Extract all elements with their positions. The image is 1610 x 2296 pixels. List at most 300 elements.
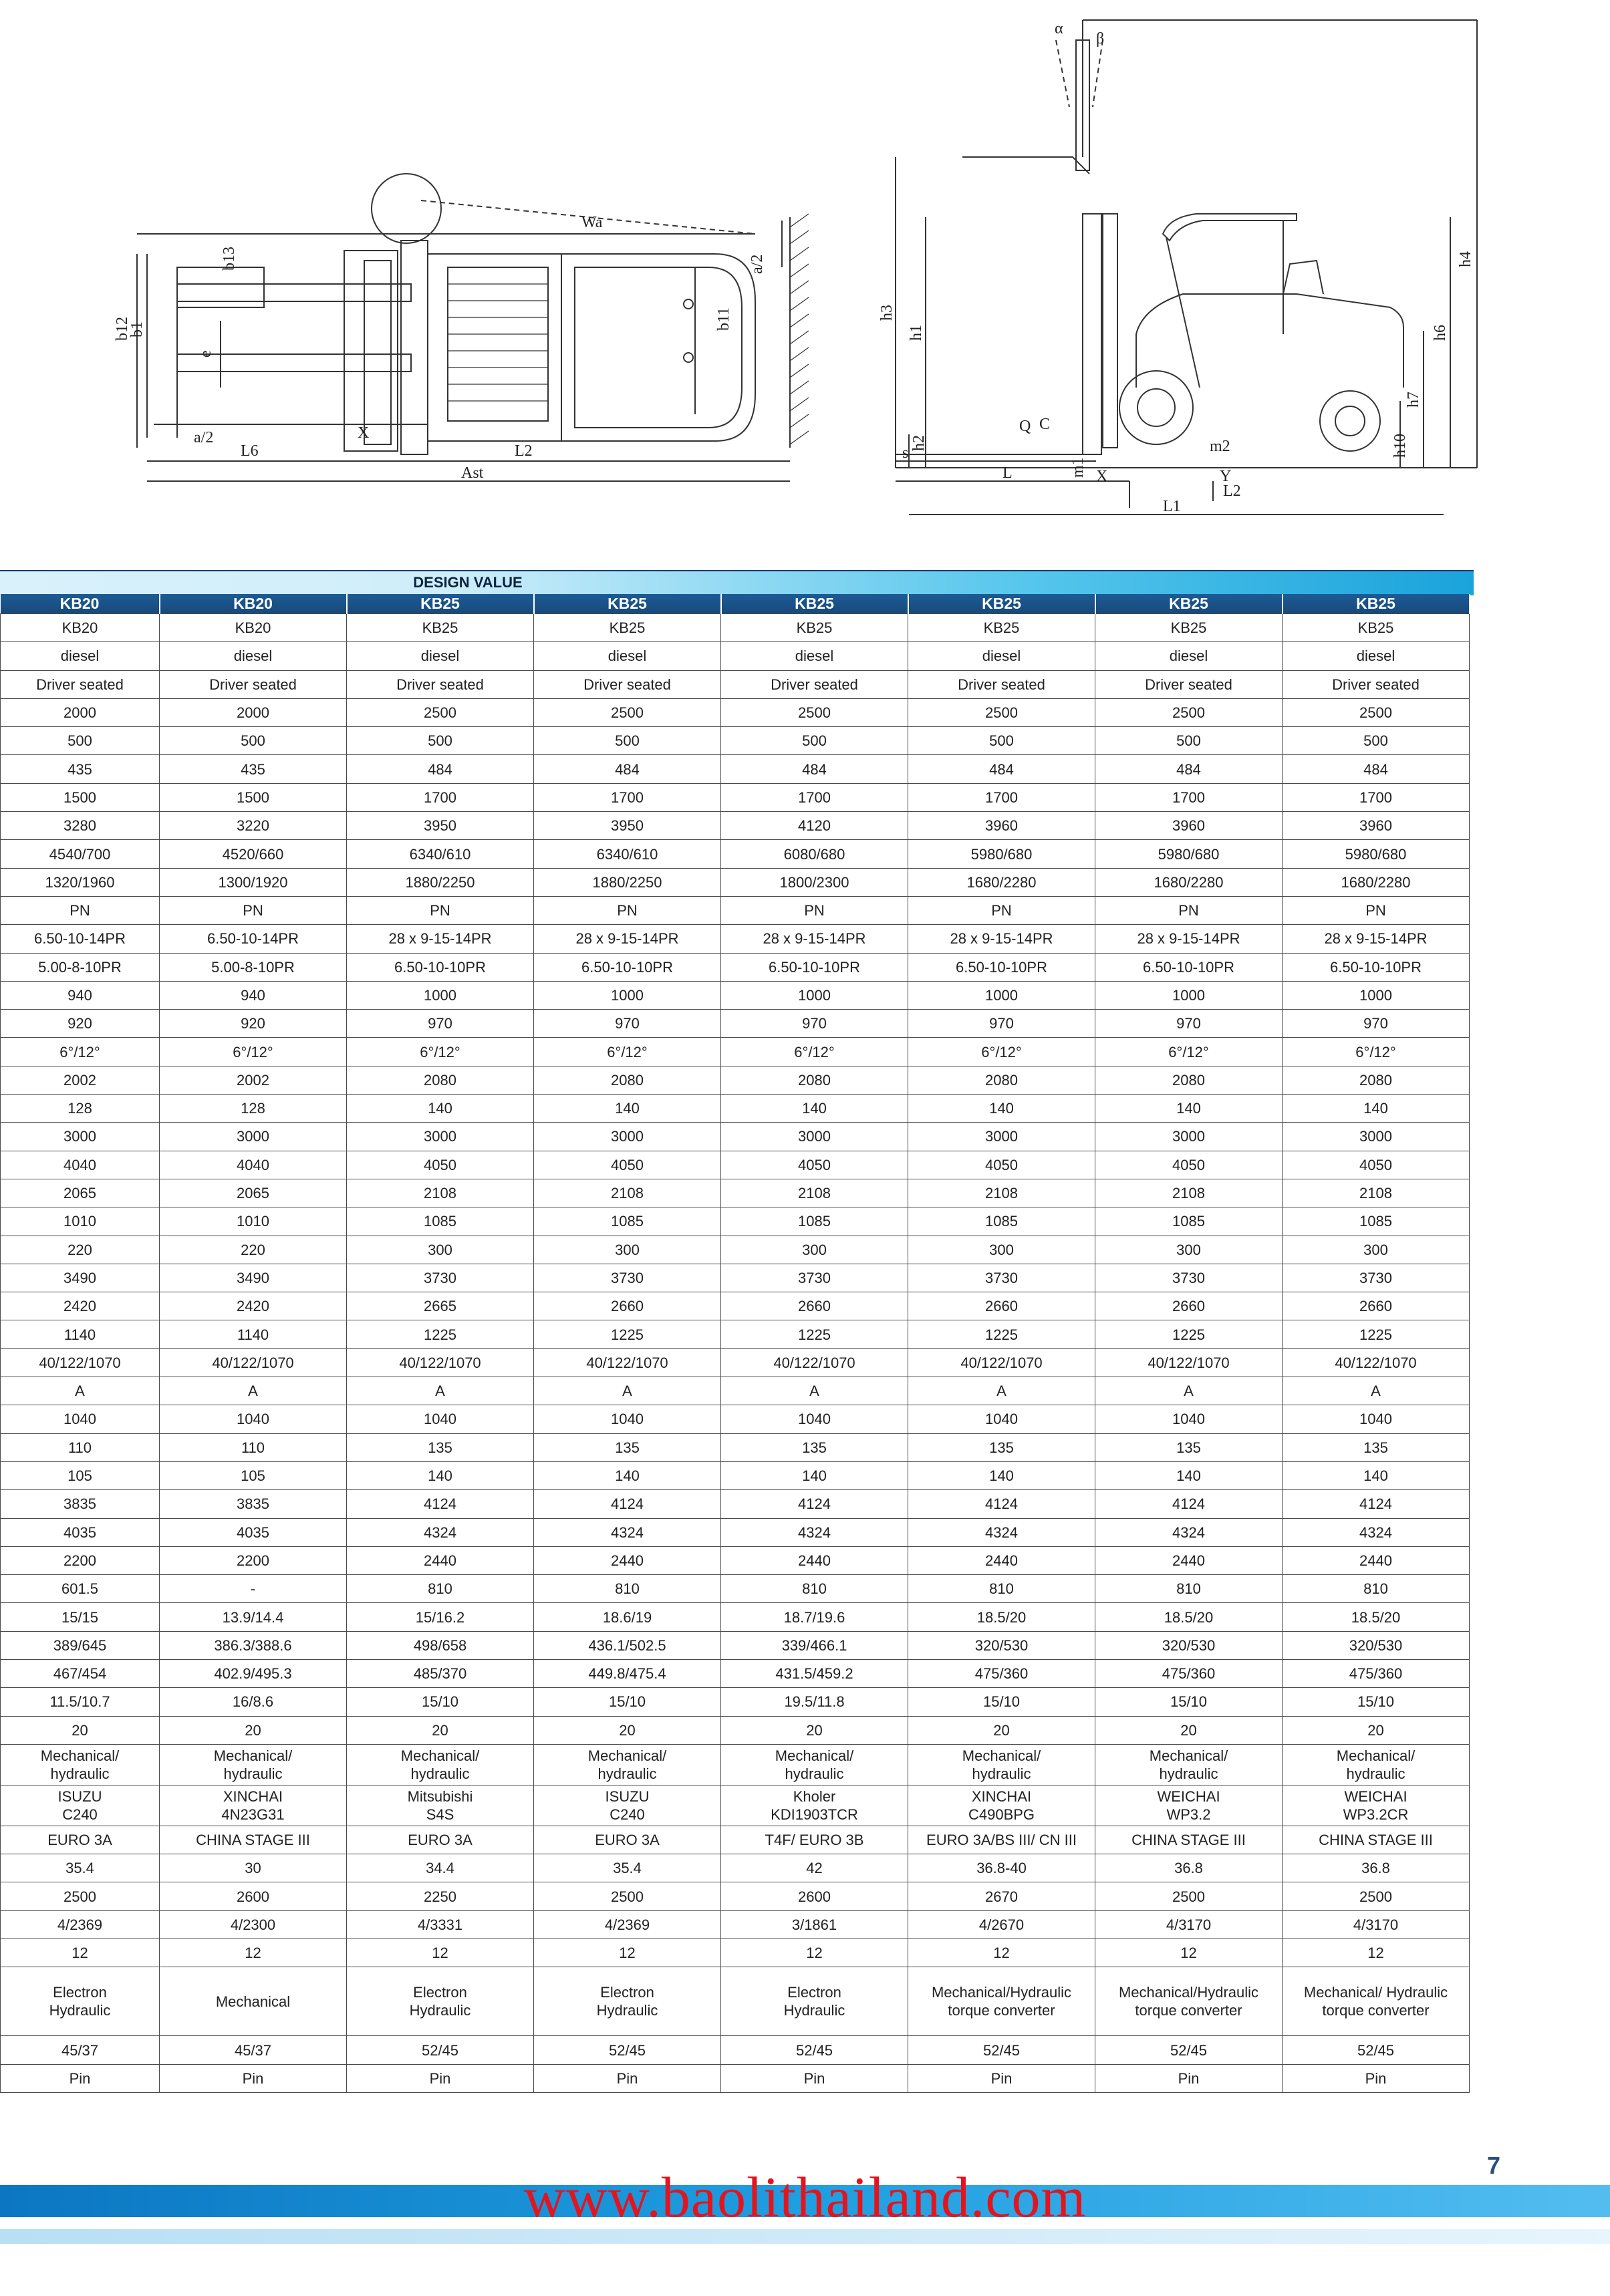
table-cell: 6340/610 bbox=[347, 840, 534, 868]
table-cell: 128 bbox=[160, 1095, 347, 1123]
table-cell: 110 bbox=[160, 1433, 347, 1461]
table-cell: 15/10 bbox=[1095, 1688, 1283, 1716]
table-cell: 140 bbox=[534, 1461, 721, 1489]
table-cell: 1085 bbox=[908, 1207, 1095, 1236]
table-cell: A bbox=[1283, 1377, 1470, 1405]
table-cell: KB25 bbox=[347, 614, 534, 642]
table-cell: 1680/2280 bbox=[1283, 868, 1470, 896]
table-cell: 135 bbox=[721, 1433, 908, 1461]
table-row bbox=[1, 868, 1470, 896]
table-cell: 4124 bbox=[534, 1490, 721, 1518]
table-cell: 1700 bbox=[534, 783, 721, 811]
table-cell: 1040 bbox=[1283, 1405, 1470, 1433]
table-cell: Driver seated bbox=[1283, 670, 1470, 698]
table-cell: 2440 bbox=[1283, 1546, 1470, 1574]
table-row bbox=[1, 1095, 1470, 1123]
table-cell: 140 bbox=[534, 1095, 721, 1123]
table-cell: Electron Hydraulic bbox=[1, 1967, 160, 2036]
table-cell: 30 bbox=[160, 1854, 347, 1882]
table-cell: 2002 bbox=[160, 1066, 347, 1094]
table-row bbox=[1, 1038, 1470, 1066]
table-cell: KB25 bbox=[534, 614, 721, 642]
table-cell: A bbox=[534, 1377, 721, 1405]
dim-label-s: s bbox=[902, 444, 909, 462]
table-cell: 500 bbox=[1, 727, 160, 755]
table-row bbox=[1, 1405, 1470, 1433]
table-cell: Mechanical/ hydraulic bbox=[1095, 1744, 1283, 1785]
table-cell: PN bbox=[721, 896, 908, 924]
table-cell: A bbox=[160, 1377, 347, 1405]
table-cell: 6080/680 bbox=[721, 840, 908, 868]
dim-label-l6: L6 bbox=[241, 442, 259, 460]
table-cell: KB25 bbox=[1283, 614, 1470, 642]
table-cell: 475/360 bbox=[1095, 1659, 1283, 1687]
table-cell: 4/2670 bbox=[908, 1910, 1095, 1939]
table-cell: 2000 bbox=[160, 698, 347, 726]
table-row bbox=[1, 1433, 1470, 1461]
table-cell: 6°/12° bbox=[534, 1038, 721, 1066]
table-cell: 140 bbox=[721, 1095, 908, 1123]
table-cell: 920 bbox=[1, 1010, 160, 1038]
table-cell: 3960 bbox=[908, 812, 1095, 840]
forklift-side-view-drawing bbox=[878, 13, 1484, 528]
header-cell: KB20 bbox=[1, 594, 160, 614]
table-cell: 4124 bbox=[721, 1490, 908, 1518]
table-cell: 4040 bbox=[160, 1151, 347, 1179]
table-cell: 16/8.6 bbox=[160, 1688, 347, 1716]
table-cell: 4/2369 bbox=[1, 1910, 160, 1939]
table-cell: 3000 bbox=[1, 1123, 160, 1151]
table-cell: 1225 bbox=[347, 1320, 534, 1348]
table-cell: 1700 bbox=[1095, 783, 1283, 811]
table-row bbox=[1, 1659, 1470, 1687]
table-cell: Mechanical bbox=[160, 1967, 347, 2036]
table-cell: PN bbox=[1283, 896, 1470, 924]
table-row bbox=[1, 783, 1470, 811]
table-cell: 2500 bbox=[1283, 698, 1470, 726]
table-cell: Mitsubishi S4S bbox=[347, 1785, 534, 1826]
table-cell: 105 bbox=[1, 1461, 160, 1489]
table-cell: 920 bbox=[160, 1010, 347, 1038]
table-cell: 3730 bbox=[908, 1264, 1095, 1292]
table-cell: 2500 bbox=[534, 698, 721, 726]
table-cell: 40/122/1070 bbox=[1, 1348, 160, 1377]
table-cell: 52/45 bbox=[534, 2036, 721, 2064]
table-cell: KB25 bbox=[721, 614, 908, 642]
table-row bbox=[1, 2064, 1470, 2092]
table-row bbox=[1, 1575, 1470, 1603]
table-cell: 2660 bbox=[534, 1292, 721, 1320]
table-row bbox=[1, 670, 1470, 698]
table-cell: 2108 bbox=[908, 1179, 1095, 1207]
table-cell: 12 bbox=[721, 1939, 908, 1967]
table-cell: Mechanical/ hydraulic bbox=[534, 1744, 721, 1785]
table-cell: 2080 bbox=[721, 1066, 908, 1094]
table-row bbox=[1, 614, 1470, 642]
table-cell: Mechanical/ hydraulic bbox=[908, 1744, 1095, 1785]
table-cell: 484 bbox=[721, 755, 908, 783]
table-cell: 2200 bbox=[160, 1546, 347, 1574]
table-cell: PN bbox=[347, 896, 534, 924]
table-cell: 13.9/14.4 bbox=[160, 1603, 347, 1631]
table-cell: 2500 bbox=[1095, 698, 1283, 726]
table-cell: 498/658 bbox=[347, 1631, 534, 1659]
dim-label-c: C bbox=[1039, 416, 1051, 433]
table-cell: 2250 bbox=[347, 1882, 534, 1910]
table-cell: 3000 bbox=[160, 1123, 347, 1151]
table-cell: diesel bbox=[1283, 642, 1470, 670]
dim-label-h2: h2 bbox=[910, 435, 928, 451]
table-cell: 4050 bbox=[347, 1151, 534, 1179]
table-cell: 110 bbox=[1, 1433, 160, 1461]
header-cell: KB20 bbox=[160, 594, 347, 614]
design-value-label: DESIGN VALUE bbox=[413, 574, 523, 591]
table-cell: 20 bbox=[347, 1716, 534, 1744]
table-cell: Electron Hydraulic bbox=[347, 1967, 534, 2036]
table-cell: 300 bbox=[1283, 1236, 1470, 1264]
dim-label-h6: h6 bbox=[1432, 325, 1449, 341]
table-row bbox=[1, 1785, 1470, 1826]
table-cell: 500 bbox=[908, 727, 1095, 755]
table-cell: 2108 bbox=[721, 1179, 908, 1207]
table-cell: PN bbox=[1095, 896, 1283, 924]
table-cell: 1880/2250 bbox=[347, 868, 534, 896]
table-row bbox=[1, 1826, 1470, 1854]
table-cell: 28 x 9-15-14PR bbox=[534, 925, 721, 953]
table-cell: 4124 bbox=[908, 1490, 1095, 1518]
dim-label-ast: Ast bbox=[461, 464, 484, 482]
table-cell: 2500 bbox=[347, 698, 534, 726]
table-cell: 2108 bbox=[534, 1179, 721, 1207]
table-cell: 52/45 bbox=[908, 2036, 1095, 2064]
table-cell: 4324 bbox=[1283, 1518, 1470, 1546]
table-row bbox=[1, 1939, 1470, 1967]
dim-label-m2: m2 bbox=[1210, 438, 1230, 455]
table-cell: 52/45 bbox=[1095, 2036, 1283, 2064]
table-cell: 500 bbox=[534, 727, 721, 755]
table-cell: 2080 bbox=[1095, 1066, 1283, 1094]
table-cell: Driver seated bbox=[908, 670, 1095, 698]
table-cell: 4/3331 bbox=[347, 1910, 534, 1939]
table-cell: 3000 bbox=[1283, 1123, 1470, 1151]
table-cell: 4124 bbox=[1095, 1490, 1283, 1518]
table-cell: PN bbox=[534, 896, 721, 924]
table-cell: diesel bbox=[721, 642, 908, 670]
table-cell: 475/360 bbox=[908, 1659, 1095, 1687]
table-cell: 1880/2250 bbox=[534, 868, 721, 896]
dim-label-l1: L1 bbox=[1163, 498, 1181, 515]
technical-drawings bbox=[0, 0, 1610, 568]
table-cell: 20 bbox=[534, 1716, 721, 1744]
dim-label-h3: h3 bbox=[878, 305, 896, 321]
table-cell: EURO 3A bbox=[534, 1826, 721, 1854]
table-cell: 20 bbox=[908, 1716, 1095, 1744]
table-cell: 3/1861 bbox=[721, 1910, 908, 1939]
table-cell: 484 bbox=[534, 755, 721, 783]
table-cell: 12 bbox=[534, 1939, 721, 1967]
table-cell: 18.5/20 bbox=[908, 1603, 1095, 1631]
table-cell: Driver seated bbox=[347, 670, 534, 698]
table-cell: A bbox=[721, 1377, 908, 1405]
table-cell: 2108 bbox=[347, 1179, 534, 1207]
table-cell: 1040 bbox=[908, 1405, 1095, 1433]
table-cell: 20 bbox=[160, 1716, 347, 1744]
table-cell: Driver seated bbox=[1095, 670, 1283, 698]
table-row bbox=[1, 1461, 1470, 1489]
table-cell: 12 bbox=[160, 1939, 347, 1967]
table-cell: 2600 bbox=[721, 1882, 908, 1910]
table-cell: 810 bbox=[534, 1575, 721, 1603]
table-cell: 3730 bbox=[347, 1264, 534, 1292]
dim-label-x: X bbox=[358, 424, 370, 442]
table-cell: 500 bbox=[1095, 727, 1283, 755]
table-cell: 2440 bbox=[1095, 1546, 1283, 1574]
table-cell: 431.5/459.2 bbox=[721, 1659, 908, 1687]
table-cell: 4050 bbox=[908, 1151, 1095, 1179]
table-cell: Pin bbox=[534, 2064, 721, 2092]
table-cell: 2440 bbox=[347, 1546, 534, 1574]
table-cell: 3730 bbox=[721, 1264, 908, 1292]
table-cell: 320/530 bbox=[908, 1631, 1095, 1659]
table-cell: Driver seated bbox=[534, 670, 721, 698]
table-cell: 4/3170 bbox=[1095, 1910, 1283, 1939]
table-cell: 810 bbox=[1283, 1575, 1470, 1603]
table-cell: 970 bbox=[1095, 1010, 1283, 1038]
table-cell: 40/122/1070 bbox=[721, 1348, 908, 1377]
table-cell: 4324 bbox=[534, 1518, 721, 1546]
table-cell: 6°/12° bbox=[160, 1038, 347, 1066]
table-cell: 1000 bbox=[347, 981, 534, 1009]
table-cell: 15/16.2 bbox=[347, 1603, 534, 1631]
table-cell: 45/37 bbox=[1, 2036, 160, 2064]
table-cell: PN bbox=[160, 896, 347, 924]
table-cell: 300 bbox=[347, 1236, 534, 1264]
table-cell: 1140 bbox=[160, 1320, 347, 1348]
table-cell: 1700 bbox=[908, 783, 1095, 811]
table-cell: 4520/660 bbox=[160, 840, 347, 868]
dim-label-y: Y bbox=[1220, 468, 1232, 485]
table-cell: 4124 bbox=[347, 1490, 534, 1518]
table-cell: 2600 bbox=[160, 1882, 347, 1910]
table-cell: 1000 bbox=[1283, 981, 1470, 1009]
table-cell: 4050 bbox=[1283, 1151, 1470, 1179]
table-cell: XINCHAI C490BPG bbox=[908, 1785, 1095, 1826]
table-cell: 6340/610 bbox=[534, 840, 721, 868]
table-cell: 1085 bbox=[721, 1207, 908, 1236]
table-row bbox=[1, 1631, 1470, 1659]
header-cell: KB25 bbox=[908, 594, 1095, 614]
table-cell: 1700 bbox=[721, 783, 908, 811]
table-cell: 6.50-10-14PR bbox=[1, 925, 160, 953]
table-cell: 3000 bbox=[721, 1123, 908, 1151]
table-cell: 28 x 9-15-14PR bbox=[1095, 925, 1283, 953]
table-cell: 1040 bbox=[534, 1405, 721, 1433]
specification-table bbox=[0, 594, 1470, 2093]
table-cell: 485/370 bbox=[347, 1659, 534, 1687]
table-cell: 18.7/19.6 bbox=[721, 1603, 908, 1631]
table-cell: 6.50-10-10PR bbox=[347, 953, 534, 981]
table-cell: 35.4 bbox=[534, 1854, 721, 1882]
table-cell: 3000 bbox=[534, 1123, 721, 1151]
table-row bbox=[1, 1320, 1470, 1348]
table-cell: 1085 bbox=[1283, 1207, 1470, 1236]
table-cell: 2440 bbox=[534, 1546, 721, 1574]
table-cell: 18.5/20 bbox=[1283, 1603, 1470, 1631]
table-cell: 4035 bbox=[160, 1518, 347, 1546]
table-cell: A bbox=[1095, 1377, 1283, 1405]
table-cell: 810 bbox=[721, 1575, 908, 1603]
table-cell: Driver seated bbox=[721, 670, 908, 698]
table-cell: 128 bbox=[1, 1095, 160, 1123]
table-cell: 4/2300 bbox=[160, 1910, 347, 1939]
table-cell: 3490 bbox=[160, 1264, 347, 1292]
table-cell: 3000 bbox=[908, 1123, 1095, 1151]
table-row bbox=[1, 812, 1470, 840]
table-cell: 36.8-40 bbox=[908, 1854, 1095, 1882]
table-cell: 5.00-8-10PR bbox=[160, 953, 347, 981]
table-row bbox=[1, 1010, 1470, 1038]
table-cell: 970 bbox=[908, 1010, 1095, 1038]
table-cell: Driver seated bbox=[160, 670, 347, 698]
table-cell: KB20 bbox=[160, 614, 347, 642]
table-cell: 12 bbox=[1283, 1939, 1470, 1967]
table-cell: KB25 bbox=[908, 614, 1095, 642]
table-row bbox=[1, 840, 1470, 868]
table-cell: 40/122/1070 bbox=[908, 1348, 1095, 1377]
table-row bbox=[1, 1264, 1470, 1292]
table-cell: 4124 bbox=[1283, 1490, 1470, 1518]
table-cell: 1225 bbox=[1095, 1320, 1283, 1348]
table-cell: 20 bbox=[1283, 1716, 1470, 1744]
table-cell: 1500 bbox=[1, 783, 160, 811]
table-cell: ISUZU C240 bbox=[1, 1785, 160, 1826]
dim-label-e: e bbox=[197, 350, 215, 357]
table-cell: 140 bbox=[908, 1461, 1095, 1489]
table-cell: 6.50-10-14PR bbox=[160, 925, 347, 953]
table-cell: 28 x 9-15-14PR bbox=[721, 925, 908, 953]
table-cell: 1500 bbox=[160, 783, 347, 811]
table-cell: Mechanical/ hydraulic bbox=[347, 1744, 534, 1785]
table-cell: diesel bbox=[1095, 642, 1283, 670]
table-cell: 52/45 bbox=[347, 2036, 534, 2064]
table-cell: 140 bbox=[721, 1461, 908, 1489]
table-cell: 3960 bbox=[1095, 812, 1283, 840]
table-cell: KB25 bbox=[1095, 614, 1283, 642]
table-row bbox=[1, 1151, 1470, 1179]
table-cell: 2500 bbox=[1283, 1882, 1470, 1910]
table-cell: diesel bbox=[1, 642, 160, 670]
table-cell: 3000 bbox=[347, 1123, 534, 1151]
table-cell: 467/454 bbox=[1, 1659, 160, 1687]
header-cell: KB25 bbox=[534, 594, 721, 614]
dim-label-b12: b12 bbox=[114, 317, 131, 341]
table-cell: 3950 bbox=[347, 812, 534, 840]
table-cell: 2500 bbox=[534, 1882, 721, 1910]
table-cell: 2440 bbox=[908, 1546, 1095, 1574]
table-cell: 2500 bbox=[1, 1882, 160, 1910]
table-cell: Pin bbox=[1095, 2064, 1283, 2092]
table-cell: 4540/700 bbox=[1, 840, 160, 868]
table-cell: 4/2369 bbox=[534, 1910, 721, 1939]
table-cell: WEICHAI WP3.2CR bbox=[1283, 1785, 1470, 1826]
table-cell: 140 bbox=[347, 1095, 534, 1123]
table-cell: 20 bbox=[1095, 1716, 1283, 1744]
table-cell: 4324 bbox=[721, 1518, 908, 1546]
dim-label-l2: L2 bbox=[515, 442, 533, 460]
table-cell: 2660 bbox=[1283, 1292, 1470, 1320]
table-cell: 220 bbox=[160, 1236, 347, 1264]
table-cell: 6.50-10-10PR bbox=[721, 953, 908, 981]
table-cell: 28 x 9-15-14PR bbox=[1283, 925, 1470, 953]
table-cell: 6.50-10-10PR bbox=[1283, 953, 1470, 981]
table-cell: 1000 bbox=[721, 981, 908, 1009]
table-cell: 2440 bbox=[721, 1546, 908, 1574]
table-cell: 18.5/20 bbox=[1095, 1603, 1283, 1631]
table-cell: 435 bbox=[160, 755, 347, 783]
table-cell: 4/3170 bbox=[1283, 1910, 1470, 1939]
dim-label-h4: h4 bbox=[1457, 251, 1474, 267]
table-cell: 6°/12° bbox=[1283, 1038, 1470, 1066]
table-cell: 475/360 bbox=[1283, 1659, 1470, 1687]
table-cell: 12 bbox=[347, 1939, 534, 1967]
header-cell: KB25 bbox=[1095, 594, 1283, 614]
table-cell: Pin bbox=[1, 2064, 160, 2092]
table-row bbox=[1, 1910, 1470, 1939]
table-cell: 5.00-8-10PR bbox=[1, 953, 160, 981]
table-cell: 389/645 bbox=[1, 1631, 160, 1659]
table-cell: 1225 bbox=[1283, 1320, 1470, 1348]
table-cell: 4324 bbox=[1095, 1518, 1283, 1546]
table-cell: 6.50-10-10PR bbox=[1095, 953, 1283, 981]
table-row bbox=[1, 642, 1470, 670]
table-cell: 12 bbox=[1095, 1939, 1283, 1967]
table-cell: 5980/680 bbox=[1095, 840, 1283, 868]
table-cell: 140 bbox=[1283, 1461, 1470, 1489]
table-cell: 3835 bbox=[160, 1490, 347, 1518]
table-cell: 810 bbox=[908, 1575, 1095, 1603]
table-cell: 970 bbox=[347, 1010, 534, 1038]
table-cell: 140 bbox=[1283, 1095, 1470, 1123]
table-cell: 1040 bbox=[1, 1405, 160, 1433]
table-cell: 4050 bbox=[534, 1151, 721, 1179]
table-cell: 3730 bbox=[1283, 1264, 1470, 1292]
table-cell: Pin bbox=[160, 2064, 347, 2092]
table-row bbox=[1, 2036, 1470, 2064]
dim-label-h7: h7 bbox=[1405, 392, 1422, 408]
dim-label-x-side: X bbox=[1096, 468, 1108, 485]
table-cell: 15/10 bbox=[534, 1688, 721, 1716]
table-cell: 220 bbox=[1, 1236, 160, 1264]
table-cell: Mechanical/ hydraulic bbox=[160, 1744, 347, 1785]
table-cell: 15/15 bbox=[1, 1603, 160, 1631]
table-cell: Mechanical/Hydraulic torque converter bbox=[908, 1967, 1095, 2036]
table-cell: 12 bbox=[908, 1939, 1095, 1967]
table-cell: 6°/12° bbox=[1, 1038, 160, 1066]
table-cell: 1140 bbox=[1, 1320, 160, 1348]
table-cell: 320/530 bbox=[1283, 1631, 1470, 1659]
table-cell: 300 bbox=[721, 1236, 908, 1264]
table-cell: Mechanical/ hydraulic bbox=[721, 1744, 908, 1785]
table-cell: 40/122/1070 bbox=[160, 1348, 347, 1377]
table-cell: Mechanical/ Hydraulic torque converter bbox=[1283, 1967, 1470, 2036]
table-cell: CHINA STAGE III bbox=[1095, 1826, 1283, 1854]
table-cell: 2200 bbox=[1, 1546, 160, 1574]
table-cell: 4050 bbox=[721, 1151, 908, 1179]
dim-label-l2-side: L2 bbox=[1223, 482, 1241, 500]
table-row bbox=[1, 953, 1470, 981]
table-cell: 18.6/19 bbox=[534, 1603, 721, 1631]
dim-label-l: L bbox=[1002, 464, 1013, 482]
